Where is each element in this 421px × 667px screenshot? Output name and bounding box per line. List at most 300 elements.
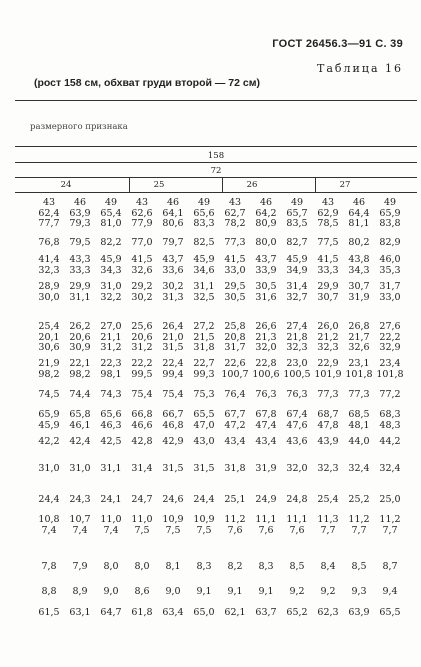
cell-value: 7,6 bbox=[227, 524, 243, 536]
cell-value: 44,0 bbox=[348, 436, 370, 447]
table-cell bbox=[220, 198, 250, 230]
table-cell bbox=[189, 515, 219, 536]
table-cell bbox=[158, 515, 188, 536]
cell-value: 31,1 bbox=[100, 463, 122, 474]
table-cell bbox=[127, 495, 157, 506]
table-cell bbox=[220, 282, 250, 303]
cell-value: 98,1 bbox=[100, 368, 122, 380]
cell-value: 32,4 bbox=[379, 463, 401, 474]
table-cell bbox=[251, 282, 281, 303]
cell-value: 80,6 bbox=[162, 218, 184, 229]
table-cell bbox=[65, 322, 95, 354]
cell-value: 62,3 bbox=[317, 607, 339, 618]
table-cell bbox=[282, 587, 312, 598]
cell-value: 22,2 bbox=[379, 331, 401, 343]
table-cell bbox=[65, 608, 95, 619]
table-cell bbox=[65, 238, 95, 249]
table-cell bbox=[34, 322, 64, 354]
table-cell bbox=[96, 359, 126, 380]
header-rule bbox=[15, 146, 417, 147]
cell-value: 31,8 bbox=[224, 463, 246, 474]
cell-value: 8,8 bbox=[41, 586, 57, 597]
table-cell bbox=[313, 562, 343, 573]
table-cell bbox=[65, 464, 95, 475]
table-cell bbox=[96, 608, 126, 619]
cell-value: 11,1 bbox=[286, 514, 308, 525]
table-cell bbox=[344, 282, 374, 303]
cell-value: 30,9 bbox=[69, 342, 91, 353]
cell-value: 32,4 bbox=[348, 463, 370, 474]
cell-value: 8,7 bbox=[382, 561, 398, 572]
cell-value: 22,2 bbox=[131, 358, 153, 369]
cell-value: 45,9 bbox=[286, 254, 308, 265]
cell-value: 63,7 bbox=[255, 607, 277, 618]
cell-value: 31,1 bbox=[69, 291, 91, 303]
table-cell bbox=[65, 410, 95, 431]
cell-value: 101,8 bbox=[376, 368, 404, 380]
cell-value: 41,5 bbox=[224, 254, 246, 265]
table-cell bbox=[251, 410, 281, 431]
cell-value: 100,5 bbox=[283, 368, 311, 380]
cell-value: 24,3 bbox=[69, 494, 91, 505]
table-cell bbox=[313, 282, 343, 303]
table-cell bbox=[375, 587, 405, 598]
table-cell bbox=[313, 437, 343, 448]
cell-value: 77,3 bbox=[224, 237, 246, 248]
cell-value: 22,3 bbox=[100, 358, 122, 369]
cell-value: 22,7 bbox=[193, 358, 215, 369]
table-cell bbox=[313, 359, 343, 380]
cell-value: 32,9 bbox=[379, 342, 401, 353]
table-cell bbox=[158, 282, 188, 303]
cell-value: 30,2 bbox=[131, 291, 153, 303]
table-cell bbox=[282, 238, 312, 249]
table-cell bbox=[375, 515, 405, 536]
table-cell bbox=[282, 282, 312, 303]
cell-value: 46 bbox=[259, 197, 273, 208]
cell-value: 43,8 bbox=[348, 254, 370, 265]
table-cell bbox=[158, 198, 188, 230]
cell-value: 64,4 bbox=[348, 207, 370, 219]
cell-value: 29,5 bbox=[224, 281, 246, 292]
cell-value: 33,3 bbox=[69, 264, 91, 276]
table-cell bbox=[34, 515, 64, 536]
table-cell bbox=[251, 608, 281, 619]
table-cell bbox=[251, 515, 281, 536]
cell-value: 22,4 bbox=[162, 358, 184, 369]
table-cell bbox=[344, 515, 374, 536]
cell-value: 27,4 bbox=[286, 321, 308, 332]
table-cell bbox=[220, 495, 250, 506]
cell-value: 30,7 bbox=[317, 291, 339, 303]
cell-value: 35,3 bbox=[379, 264, 401, 276]
table-cell bbox=[251, 359, 281, 380]
cell-value: 75,4 bbox=[131, 389, 153, 400]
cell-value: 25,4 bbox=[317, 494, 339, 505]
cell-value: 76,8 bbox=[38, 237, 60, 248]
cell-value: 33,0 bbox=[379, 291, 401, 303]
table-cell bbox=[96, 322, 126, 354]
cell-value: 31,4 bbox=[286, 281, 308, 292]
cell-value: 11,3 bbox=[317, 514, 339, 525]
cell-value: 23,4 bbox=[379, 358, 401, 369]
cell-value: 42,4 bbox=[69, 436, 91, 447]
circumference-header: 25 bbox=[153, 180, 165, 190]
cell-value: 22,8 bbox=[255, 358, 277, 369]
table-cell bbox=[127, 464, 157, 475]
cell-value: 11,0 bbox=[131, 514, 153, 525]
circumference-header: 26 bbox=[246, 180, 258, 190]
table-cell bbox=[344, 410, 374, 431]
cell-value: 68,5 bbox=[348, 409, 370, 420]
cell-value: 10,7 bbox=[69, 514, 91, 525]
cell-value: 31,0 bbox=[38, 463, 60, 474]
cell-value: 81,1 bbox=[348, 218, 370, 229]
cell-value: 77,2 bbox=[379, 389, 401, 400]
cell-value: 75,3 bbox=[193, 389, 215, 400]
cell-value: 66,7 bbox=[162, 409, 184, 420]
cell-value: 32,6 bbox=[348, 342, 370, 353]
cell-value: 8,1 bbox=[165, 561, 181, 572]
cell-value: 68,3 bbox=[379, 409, 401, 420]
cell-value: 42,5 bbox=[100, 436, 122, 447]
cell-value: 99,5 bbox=[131, 368, 153, 380]
top-rule bbox=[15, 100, 417, 101]
cell-value: 65,8 bbox=[69, 409, 91, 420]
cell-value: 43,4 bbox=[224, 436, 246, 447]
cell-value: 27,2 bbox=[193, 321, 215, 332]
cell-value: 47,6 bbox=[286, 419, 308, 431]
chest-header: 72 bbox=[210, 166, 222, 176]
cell-value: 41,4 bbox=[38, 254, 60, 265]
table-cell bbox=[375, 238, 405, 249]
cell-value: 25,2 bbox=[348, 494, 370, 505]
table-cell bbox=[282, 495, 312, 506]
cell-value: 33,9 bbox=[255, 264, 277, 276]
table-cell bbox=[65, 437, 95, 448]
cell-value: 99,4 bbox=[162, 368, 184, 380]
cell-value: 64,7 bbox=[100, 607, 122, 618]
cell-value: 65,5 bbox=[193, 409, 215, 420]
cell-value: 32,3 bbox=[38, 264, 60, 276]
table-cell bbox=[34, 464, 64, 475]
cell-value: 77,3 bbox=[348, 389, 370, 400]
table-cell bbox=[127, 322, 157, 354]
cell-value: 9,0 bbox=[165, 586, 181, 597]
cell-value: 30,2 bbox=[162, 281, 184, 292]
table-cell bbox=[220, 437, 250, 448]
table-cell bbox=[313, 390, 343, 401]
cell-value: 7,6 bbox=[289, 524, 305, 536]
cell-value: 34,9 bbox=[286, 264, 308, 276]
table-cell bbox=[127, 437, 157, 448]
cell-value: 46 bbox=[166, 197, 180, 208]
cell-value: 65,6 bbox=[193, 207, 215, 219]
table-cell bbox=[220, 390, 250, 401]
table-cell bbox=[220, 359, 250, 380]
table-cell bbox=[65, 495, 95, 506]
table-cell bbox=[375, 198, 405, 230]
cell-value: 43,0 bbox=[193, 436, 215, 447]
cell-value: 77,5 bbox=[317, 237, 339, 248]
cell-value: 31,5 bbox=[162, 342, 184, 353]
table-cell bbox=[313, 495, 343, 506]
table-cell bbox=[313, 608, 343, 619]
cell-value: 45,9 bbox=[38, 419, 60, 431]
cell-value: 62,4 bbox=[38, 207, 60, 219]
cell-value: 62,6 bbox=[131, 207, 153, 219]
cell-value: 21,1 bbox=[100, 331, 122, 343]
cell-value: 32,7 bbox=[286, 291, 308, 303]
cell-value: 77,9 bbox=[131, 218, 153, 229]
table-cell bbox=[282, 562, 312, 573]
table-cell bbox=[282, 322, 312, 354]
table-cell bbox=[96, 437, 126, 448]
table-cell bbox=[313, 255, 343, 276]
table-cell bbox=[344, 464, 374, 475]
cell-value: 74,3 bbox=[100, 389, 122, 400]
cell-value: 81,0 bbox=[100, 218, 122, 229]
table-cell bbox=[65, 359, 95, 380]
cell-value: 20,1 bbox=[38, 331, 60, 343]
cell-value: 31,9 bbox=[255, 463, 277, 474]
cell-value: 7,4 bbox=[103, 524, 119, 536]
table-cell bbox=[127, 410, 157, 431]
table-cell bbox=[65, 255, 95, 276]
cell-value: 65,9 bbox=[38, 409, 60, 420]
cell-value: 11,1 bbox=[255, 514, 277, 525]
cell-value: 21,3 bbox=[255, 331, 277, 343]
cell-value: 7,6 bbox=[258, 524, 274, 536]
cell-value: 11,2 bbox=[224, 514, 246, 525]
cell-value: 67,7 bbox=[224, 409, 246, 420]
column-divider bbox=[222, 178, 223, 192]
cell-value: 32,2 bbox=[100, 291, 122, 303]
table-cell bbox=[375, 562, 405, 573]
cell-value: 32,6 bbox=[131, 264, 153, 276]
cell-value: 76,3 bbox=[255, 389, 277, 400]
cell-value: 78,5 bbox=[317, 218, 339, 229]
table-cell bbox=[158, 359, 188, 380]
cell-value: 24,4 bbox=[193, 494, 215, 505]
cell-value: 28,9 bbox=[38, 281, 60, 292]
cell-value: 27,0 bbox=[100, 321, 122, 332]
cell-value: 76,4 bbox=[224, 389, 246, 400]
cell-value: 30,5 bbox=[255, 281, 277, 292]
cell-value: 8,0 bbox=[134, 561, 150, 572]
table-cell bbox=[34, 410, 64, 431]
table-cell bbox=[251, 198, 281, 230]
cell-value: 24,6 bbox=[162, 494, 184, 505]
cell-value: 8,9 bbox=[72, 586, 88, 597]
table-cell bbox=[96, 562, 126, 573]
table-cell bbox=[375, 464, 405, 475]
cell-value: 47,4 bbox=[255, 419, 277, 431]
cell-value: 10,9 bbox=[193, 514, 215, 525]
cell-value: 31,1 bbox=[193, 281, 215, 292]
cell-value: 99,3 bbox=[193, 368, 215, 380]
table-cell bbox=[344, 390, 374, 401]
cell-value: 83,8 bbox=[379, 218, 401, 229]
cell-value: 29,2 bbox=[131, 281, 153, 292]
cell-value: 98,2 bbox=[38, 368, 60, 380]
cell-value: 47,0 bbox=[193, 419, 215, 431]
cell-value: 33,6 bbox=[162, 264, 184, 276]
table-cell bbox=[96, 464, 126, 475]
table-cell bbox=[282, 198, 312, 230]
cell-value: 11,2 bbox=[348, 514, 370, 525]
table-cell bbox=[158, 437, 188, 448]
table-cell bbox=[251, 562, 281, 573]
table-cell bbox=[96, 238, 126, 249]
table-cell bbox=[375, 359, 405, 380]
cell-value: 63,9 bbox=[69, 207, 91, 219]
table-cell bbox=[189, 437, 219, 448]
table-cell bbox=[251, 495, 281, 506]
cell-value: 46 bbox=[73, 197, 87, 208]
cell-value: 25,6 bbox=[131, 321, 153, 332]
table-cell bbox=[313, 515, 343, 536]
column-divider bbox=[129, 178, 130, 192]
table-cell bbox=[127, 515, 157, 536]
cell-value: 32,0 bbox=[286, 463, 308, 474]
cell-value: 34,3 bbox=[348, 264, 370, 276]
table-cell bbox=[251, 390, 281, 401]
cell-value: 100,6 bbox=[252, 368, 280, 380]
cell-value: 22,1 bbox=[69, 358, 91, 369]
table-cell bbox=[34, 198, 64, 230]
cell-value: 65,2 bbox=[286, 607, 308, 618]
cell-value: 7,5 bbox=[196, 524, 212, 536]
cell-value: 64,2 bbox=[255, 207, 277, 219]
cell-value: 9,1 bbox=[258, 586, 274, 597]
header-rule bbox=[15, 192, 417, 193]
table-cell bbox=[344, 562, 374, 573]
cell-value: 43,7 bbox=[162, 254, 184, 265]
table-cell bbox=[158, 495, 188, 506]
cell-value: 42,2 bbox=[38, 436, 60, 447]
cell-value: 20,6 bbox=[131, 331, 153, 343]
cell-value: 80,2 bbox=[348, 237, 370, 248]
table-cell bbox=[375, 608, 405, 619]
cell-value: 25,0 bbox=[379, 494, 401, 505]
table-cell bbox=[220, 515, 250, 536]
table-cell bbox=[375, 322, 405, 354]
cell-value: 24,8 bbox=[286, 494, 308, 505]
cell-value: 34,6 bbox=[193, 264, 215, 276]
cell-value: 24,9 bbox=[255, 494, 277, 505]
cell-value: 77,0 bbox=[131, 237, 153, 248]
cell-value: 31,3 bbox=[162, 291, 184, 303]
cell-value: 65,0 bbox=[193, 607, 215, 618]
cell-value: 32,3 bbox=[317, 342, 339, 353]
cell-value: 43 bbox=[135, 197, 149, 208]
cell-value: 30,5 bbox=[224, 291, 246, 303]
table-cell bbox=[96, 515, 126, 536]
cell-value: 49 bbox=[104, 197, 118, 208]
cell-value: 79,3 bbox=[69, 218, 91, 229]
cell-value: 43 bbox=[228, 197, 242, 208]
table-cell bbox=[34, 587, 64, 598]
table-cell bbox=[127, 238, 157, 249]
table-cell bbox=[34, 282, 64, 303]
table-cell bbox=[220, 410, 250, 431]
table-cell bbox=[313, 587, 343, 598]
table-cell bbox=[158, 238, 188, 249]
cell-value: 21,9 bbox=[38, 358, 60, 369]
table-cell bbox=[220, 562, 250, 573]
cell-value: 9,4 bbox=[382, 586, 398, 597]
cell-value: 31,0 bbox=[100, 281, 122, 292]
cell-value: 21,5 bbox=[193, 331, 215, 343]
cell-value: 25,4 bbox=[38, 321, 60, 332]
cell-value: 68,7 bbox=[317, 409, 339, 420]
cell-value: 61,8 bbox=[131, 607, 153, 618]
cell-value: 62,9 bbox=[317, 207, 339, 219]
cell-value: 7,9 bbox=[72, 561, 88, 572]
table-cell bbox=[189, 322, 219, 354]
cell-value: 49 bbox=[197, 197, 211, 208]
cell-value: 8,0 bbox=[103, 561, 119, 572]
cell-value: 34,3 bbox=[100, 264, 122, 276]
document-code: ГОСТ 26456.3—91 С. 39 bbox=[272, 38, 403, 50]
height-header: 158 bbox=[207, 151, 225, 161]
cell-value: 8,5 bbox=[289, 561, 305, 572]
table-cell bbox=[282, 608, 312, 619]
table-cell bbox=[375, 495, 405, 506]
table-cell bbox=[313, 322, 343, 354]
table-cell bbox=[34, 390, 64, 401]
table-cell bbox=[375, 410, 405, 431]
cell-value: 9,0 bbox=[103, 586, 119, 597]
cell-value: 31,2 bbox=[100, 342, 122, 353]
cell-value: 43 bbox=[42, 197, 56, 208]
cell-value: 65,7 bbox=[286, 207, 308, 219]
table-cell bbox=[158, 608, 188, 619]
table-cell bbox=[344, 322, 374, 354]
table-cell bbox=[220, 464, 250, 475]
table-cell bbox=[189, 282, 219, 303]
table-cell bbox=[344, 255, 374, 276]
cell-value: 80,0 bbox=[255, 237, 277, 248]
table-cell bbox=[344, 198, 374, 230]
table-cell bbox=[313, 410, 343, 431]
table-cell bbox=[127, 198, 157, 230]
table-cell bbox=[220, 587, 250, 598]
cell-value: 43 bbox=[321, 197, 335, 208]
table-cell bbox=[65, 515, 95, 536]
cell-value: 30,0 bbox=[38, 291, 60, 303]
table-cell bbox=[65, 562, 95, 573]
cell-value: 21,2 bbox=[317, 331, 339, 343]
cell-value: 30,6 bbox=[38, 342, 60, 353]
table-cell bbox=[65, 390, 95, 401]
table-cell bbox=[251, 437, 281, 448]
table-cell bbox=[251, 322, 281, 354]
cell-value: 29,9 bbox=[69, 281, 91, 292]
cell-value: 10,9 bbox=[162, 514, 184, 525]
cell-value: 26,8 bbox=[348, 321, 370, 332]
cell-value: 47,8 bbox=[317, 419, 339, 431]
cell-value: 61,5 bbox=[38, 607, 60, 618]
table-cell bbox=[251, 464, 281, 475]
table-cell bbox=[34, 359, 64, 380]
cell-value: 78,2 bbox=[224, 218, 246, 229]
cell-value: 31,5 bbox=[162, 463, 184, 474]
cell-value: 7,8 bbox=[41, 561, 57, 572]
cell-value: 44,2 bbox=[379, 436, 401, 447]
cell-value: 46,1 bbox=[69, 419, 91, 431]
